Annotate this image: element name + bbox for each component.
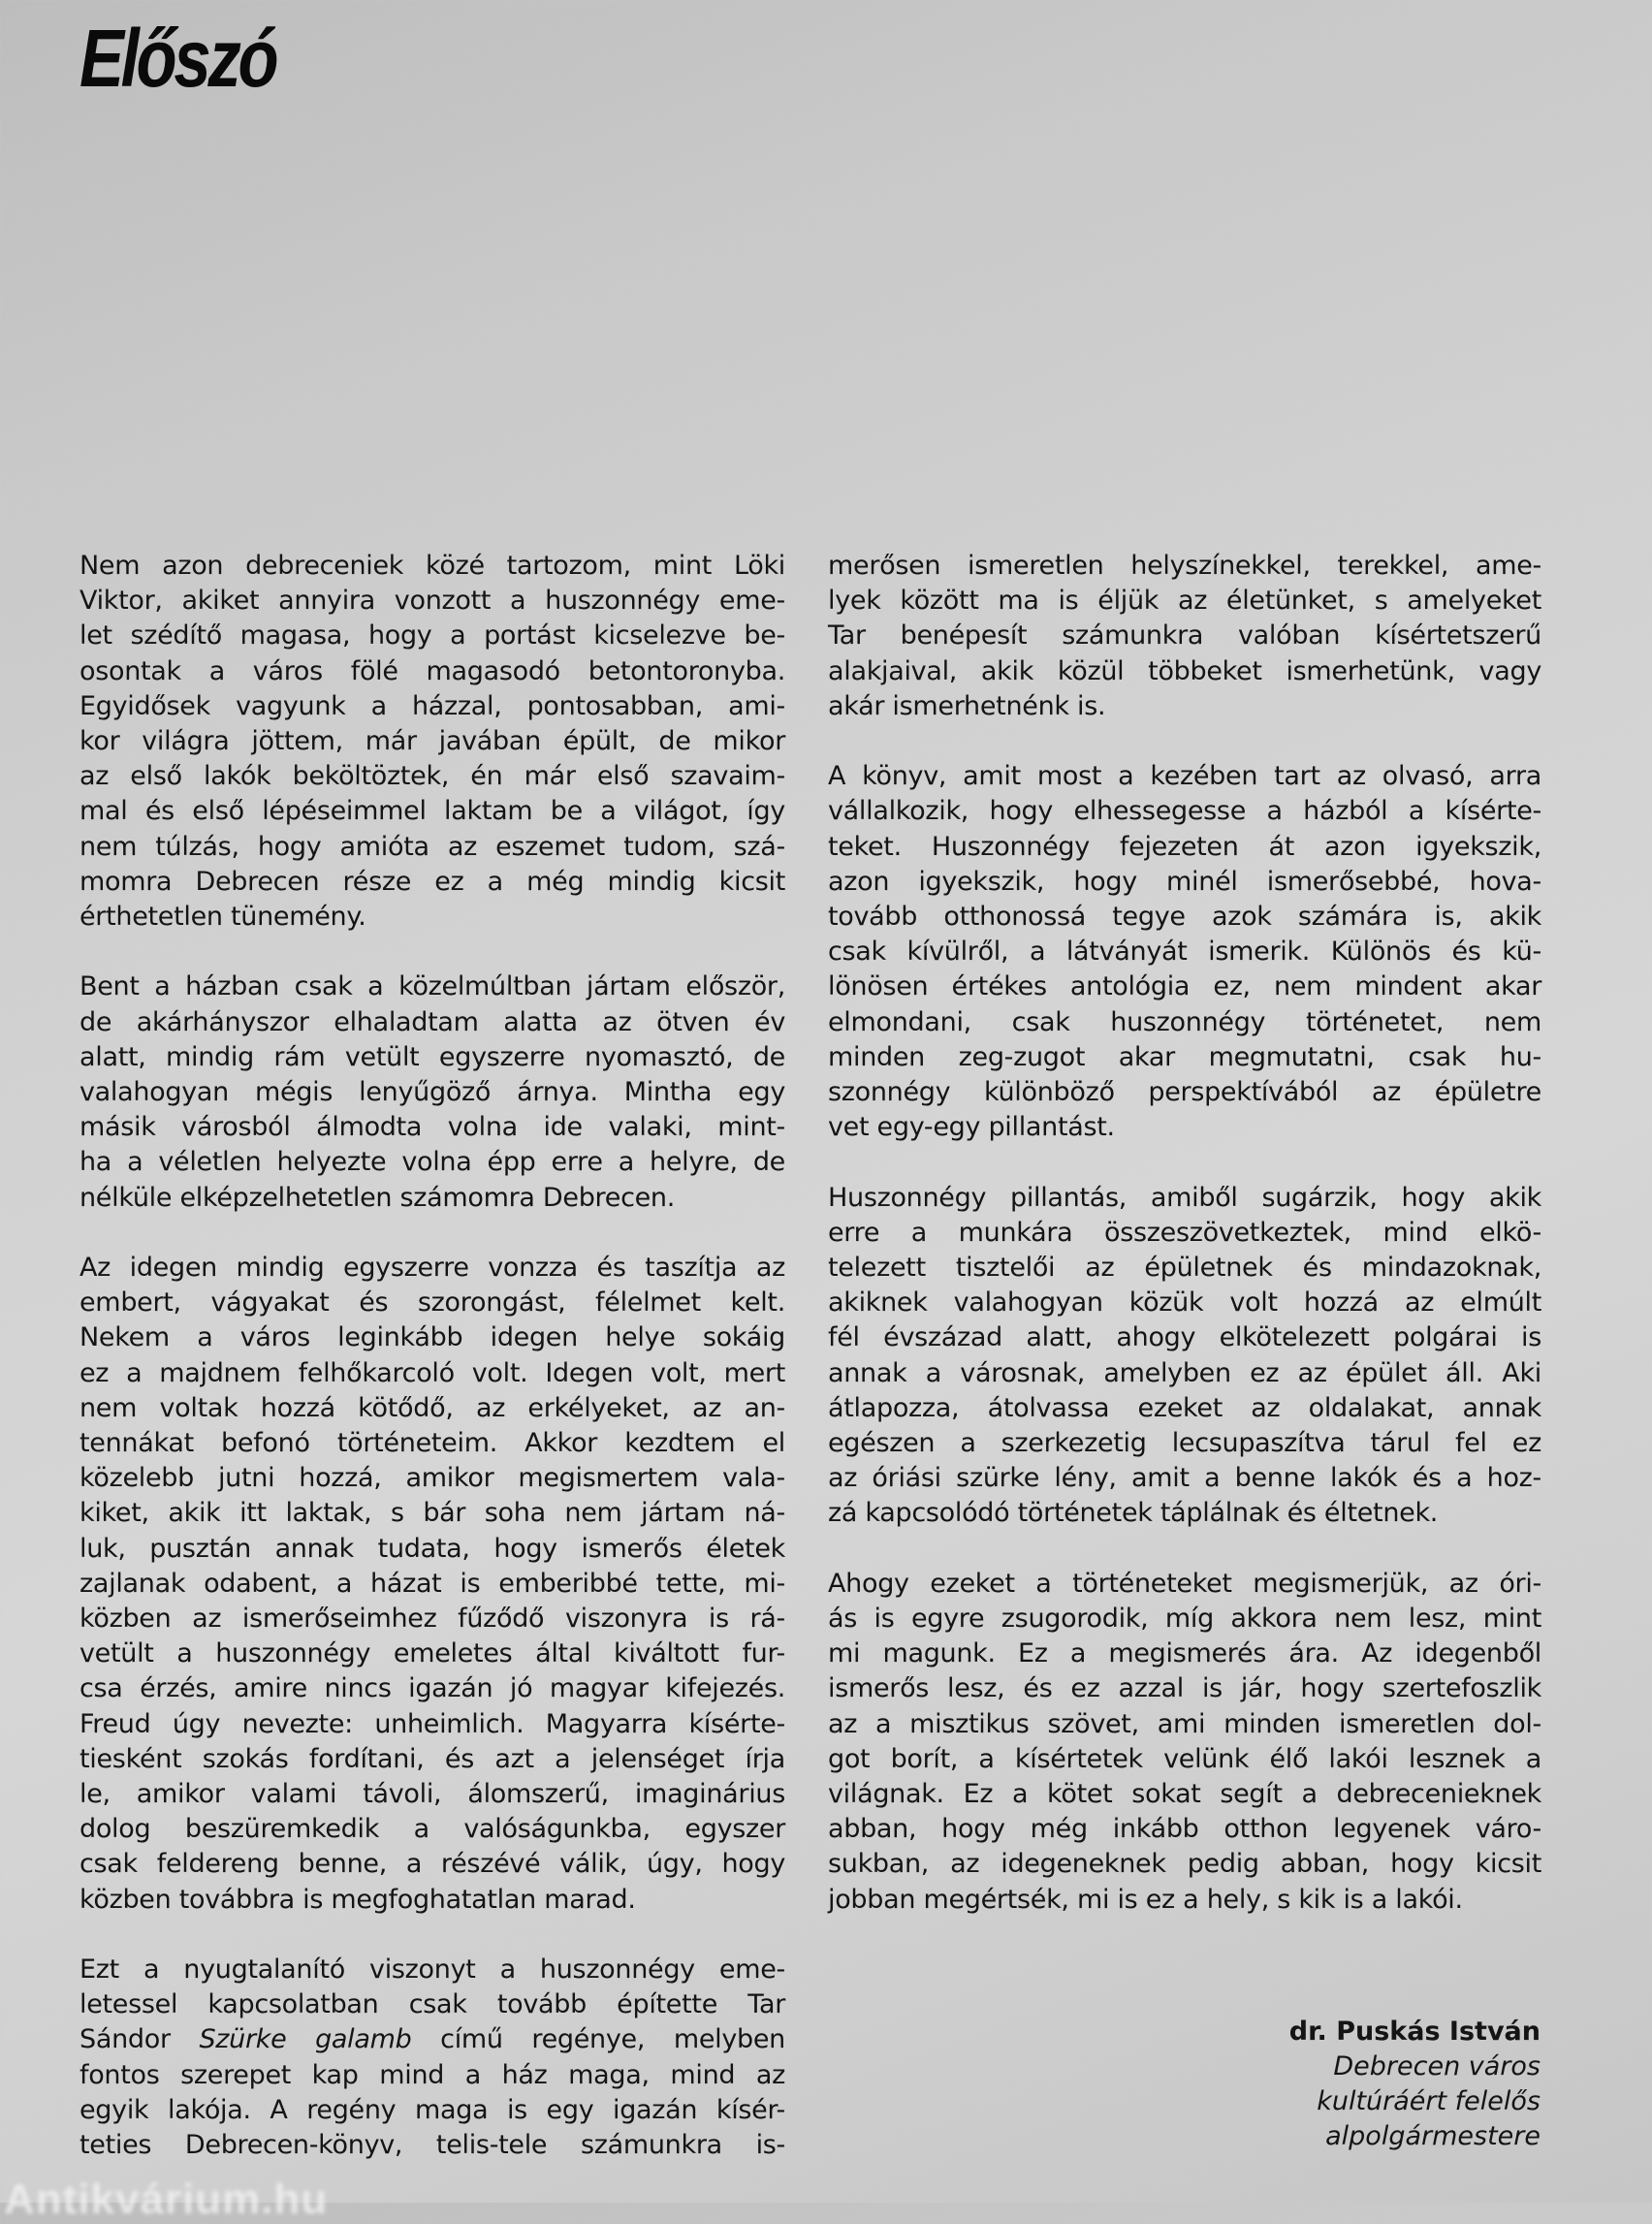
text-line: világnak. Ez a kötet sokat segít a debrecenieknek xyxy=(828,1779,1541,1810)
text-line: közben továbbra is megfoghatatlan marad. xyxy=(79,1884,636,1915)
text-line: ás is egyre zsugorodik, míg akkora nem lesz, mint xyxy=(828,1604,1541,1635)
italic-title: Szürke galamb xyxy=(199,2024,412,2055)
text-line: A könyv, amit most a kezében tart az olvasó, arra xyxy=(828,761,1541,792)
page-title: Előszó xyxy=(79,13,276,104)
text-line: tennákat befonó történeteim. Akkor kezdtem el xyxy=(79,1428,785,1459)
text-line: abban, hogy még inkább otthon legyenek váro- xyxy=(828,1814,1541,1845)
text-line: telezett tisztelői az épületnek és mindazoknak, xyxy=(828,1253,1541,1284)
signature-block xyxy=(1289,2015,1541,2154)
text-line: Bent a házban csak a közelmúltban jártam először, xyxy=(79,971,785,1002)
author-name: dr. Puskás István xyxy=(1288,2017,1541,2047)
text-line: akár ismerhetnénk is. xyxy=(828,690,1106,721)
text-line: akiknek valahogyan közük volt hozzá az elmúlt xyxy=(828,1287,1541,1319)
text-line: az a misztikus szövet, ami minden ismeretlen dol- xyxy=(828,1708,1541,1739)
text-line: alatt, mindig rám vetült egyszerre nyomasztó, de xyxy=(79,1041,785,1072)
text-line: vetült a huszonnégy emeletes által kiváltott fur- xyxy=(79,1638,785,1669)
text-line: alakjaival, akik közül többeket ismerhetünk, vagy xyxy=(828,655,1541,686)
paragraph xyxy=(79,1251,785,1918)
text-line: ez a majdnem felhőkarcoló volt. Idegen volt, mert xyxy=(79,1357,785,1388)
text-line: zá kapcsolódó történetek táplálnak és éltetnek. xyxy=(828,1498,1439,1529)
paragraph xyxy=(79,549,785,935)
text-line: osontak a város fölé magasodó betontoronyba. xyxy=(79,655,785,686)
text-line: valahogyan mégis lenyűgöző árnya. Mintha egy xyxy=(79,1077,785,1108)
paragraph xyxy=(828,759,1541,1145)
paragraph xyxy=(79,969,785,1215)
text-line: másik városból álmodta volna ide valaki, mint- xyxy=(79,1112,785,1143)
text-line: dolog beszüremkedik a valóságunkba, egyszer xyxy=(79,1814,785,1845)
text-line: Huszonnégy pillantás, amiből sugárzik, hogy akik xyxy=(828,1182,1541,1213)
text-line: fontos szerepet kap mind a ház maga, mind az xyxy=(79,2059,785,2090)
text-line: szonnégy különböző perspektívából az épületre xyxy=(828,1077,1541,1108)
text-line: nélküle elképzelhetetlen számomra Debrecen. xyxy=(79,1182,676,1213)
text-line: erre a munkára összeszövetkeztek, mind elkö- xyxy=(828,1217,1541,1248)
paragraph xyxy=(828,1567,1541,1918)
text-line: közben az ismerőseimhez fűződő viszonyra is rá- xyxy=(79,1604,785,1635)
text-line: az óriási szürke lény, amit a benne lakók és a hoz- xyxy=(828,1463,1541,1494)
text-line: momra Debrecen része ez a még mindig kicsit xyxy=(79,866,785,897)
text-line: csak feldereng benne, a részévé válik, úgy, hogy xyxy=(79,1849,785,1880)
text-line: luk, pusztán annak tudata, hogy ismerős életek xyxy=(79,1533,785,1564)
text-line: csa érzés, amire nincs igazán jó magyar kifejezés. xyxy=(79,1673,785,1704)
text-line: minden zeg-zugot akar megmutatni, csak hu- xyxy=(828,1041,1541,1072)
text-line: elmondani, csak huszonnégy történetet, nem xyxy=(828,1006,1541,1037)
text-line: letessel kapcsolatban csak tovább építette Tar xyxy=(79,1989,785,2020)
text-line: átlapozza, átolvassa ezeket az oldalakat, annak xyxy=(828,1392,1541,1423)
text-line: ha a véletlen helyezte volna épp erre a helyre, de xyxy=(79,1147,785,1178)
text-line: lönösen értékes antológia ez, nem mindent akar xyxy=(828,971,1541,1002)
text-line: zajlanak odabent, a házat is emberibbé tette, mi- xyxy=(79,1568,785,1599)
text-line: kiket, akik itt laktak, s bár soha nem jártam ná- xyxy=(79,1498,785,1529)
text-line: egyik lakója. A regény maga is egy igazán kísér- xyxy=(79,2094,785,2125)
text-line: le, amikor valami távoli, álomszerű, imaginárius xyxy=(79,1779,785,1810)
text-line: Nem azon debreceniek közé tartozom, mint Löki xyxy=(79,551,785,581)
text-line: tovább otthonossá tegye azok számára is, akik xyxy=(828,902,1541,933)
author-role-line-3: alpolgármestere xyxy=(1325,2121,1541,2151)
text-line: Sándor Szürke galamb című regénye, melyben xyxy=(79,2024,785,2055)
text-line: Ezt a nyugtalanító viszonyt a huszonnégy eme- xyxy=(79,1954,785,1986)
text-line: annak a városnak, amelyben ez az épület áll. Aki xyxy=(828,1357,1541,1388)
text-line: Egyidősek vagyunk a házzal, pontosabban, ami- xyxy=(79,690,785,721)
author-role-line-2: kultúráért felelős xyxy=(1317,2086,1541,2116)
text-line: vet egy-egy pillantást. xyxy=(828,1112,1115,1143)
text-line: sukban, az idegeneknek pedig abban, hogy kicsit xyxy=(828,1849,1541,1880)
text-line: embert, vágyakat és szorongást, félelmet kelt. xyxy=(79,1287,785,1319)
text-line: jobban megértsék, mi is ez a hely, s kik is a lakói. xyxy=(828,1884,1463,1915)
text-line: Nekem a város leginkább idegen helye sokáig xyxy=(79,1322,785,1353)
text-line: vállalkozik, hogy elhessegesse a házból a kísérte- xyxy=(828,796,1541,827)
text-line: merősen ismeretlen helyszínekkel, terekkel, ame- xyxy=(828,551,1541,581)
paragraph xyxy=(828,549,1541,724)
text-line: Freud úgy nevezte: unheimlich. Magyarra kísérte- xyxy=(79,1708,785,1739)
text-line: azon igyekszik, hogy minél ismerősebbé, hova- xyxy=(828,866,1541,897)
text-line: let szédítő magasa, hogy a portást kicselezve be- xyxy=(79,620,785,651)
text-line: nem voltak hozzá kötődő, az erkélyeket, az an- xyxy=(79,1392,785,1423)
text-line: de akárhányszor elhaladtam alatta az ötven év xyxy=(79,1006,785,1037)
text-line: fél évszázad alatt, ahogy elkötelezett polgárai is xyxy=(828,1322,1541,1353)
paragraph xyxy=(828,1181,1541,1532)
text-line: lyek között ma is éljük az életünket, s amelyeket xyxy=(828,586,1541,617)
text-line: Ahogy ezeket a történeteket megismerjük, az óri- xyxy=(828,1568,1541,1599)
text-line: got borít, a kísértetek velünk élő lakói lesznek a xyxy=(828,1743,1541,1774)
text-line: Viktor, akiket annyira vonzott a huszonnégy eme- xyxy=(79,586,785,617)
text-line: csak kívülről, a látványát ismerik. Különös és kü- xyxy=(828,937,1541,968)
text-line: kor világra jöttem, már javában épült, de mikor xyxy=(79,726,785,757)
text-line: egészen a szerkezetig lecsupaszítva tárul fel ez xyxy=(828,1428,1541,1459)
text-line: teties Debrecen-könyv, telis-tele számunkra is- xyxy=(79,2130,785,2161)
text-line: nem túlzás, hogy amióta az eszemet tudom, szá- xyxy=(79,831,785,862)
text-line: mal és első lépéseimmel laktam be a világot, így xyxy=(79,796,785,827)
text-line: közelebb jutni hozzá, amikor megismertem vala- xyxy=(79,1463,785,1494)
text-line: érthetetlen tünemény. xyxy=(79,902,366,933)
watermark: Antikvárium.hu xyxy=(4,2176,329,2223)
text-line: Tar benépesít számunkra valóban kísértetszerű xyxy=(828,620,1541,651)
left-column xyxy=(79,549,785,2198)
text-line: mi magunk. Ez a megismerés ára. Az idegenből xyxy=(828,1638,1541,1669)
right-column xyxy=(828,549,1541,1953)
text-line: Az idegen mindig egyszerre vonzza és taszítja az xyxy=(79,1253,785,1284)
text-line: ismerős lesz, és ez azzal is jár, hogy szertefoszlik xyxy=(828,1673,1541,1704)
author-role-line-1: Debrecen város xyxy=(1333,2051,1541,2081)
paragraph xyxy=(79,1953,785,2163)
text-line: teket. Huszonnégy fejezeten át azon igyekszik, xyxy=(828,831,1541,862)
text-line: az első lakók beköltöztek, én már első szavaim- xyxy=(79,761,785,792)
text-line: tiesként szokás fordítani, és azt a jelenséget írja xyxy=(79,1743,785,1774)
